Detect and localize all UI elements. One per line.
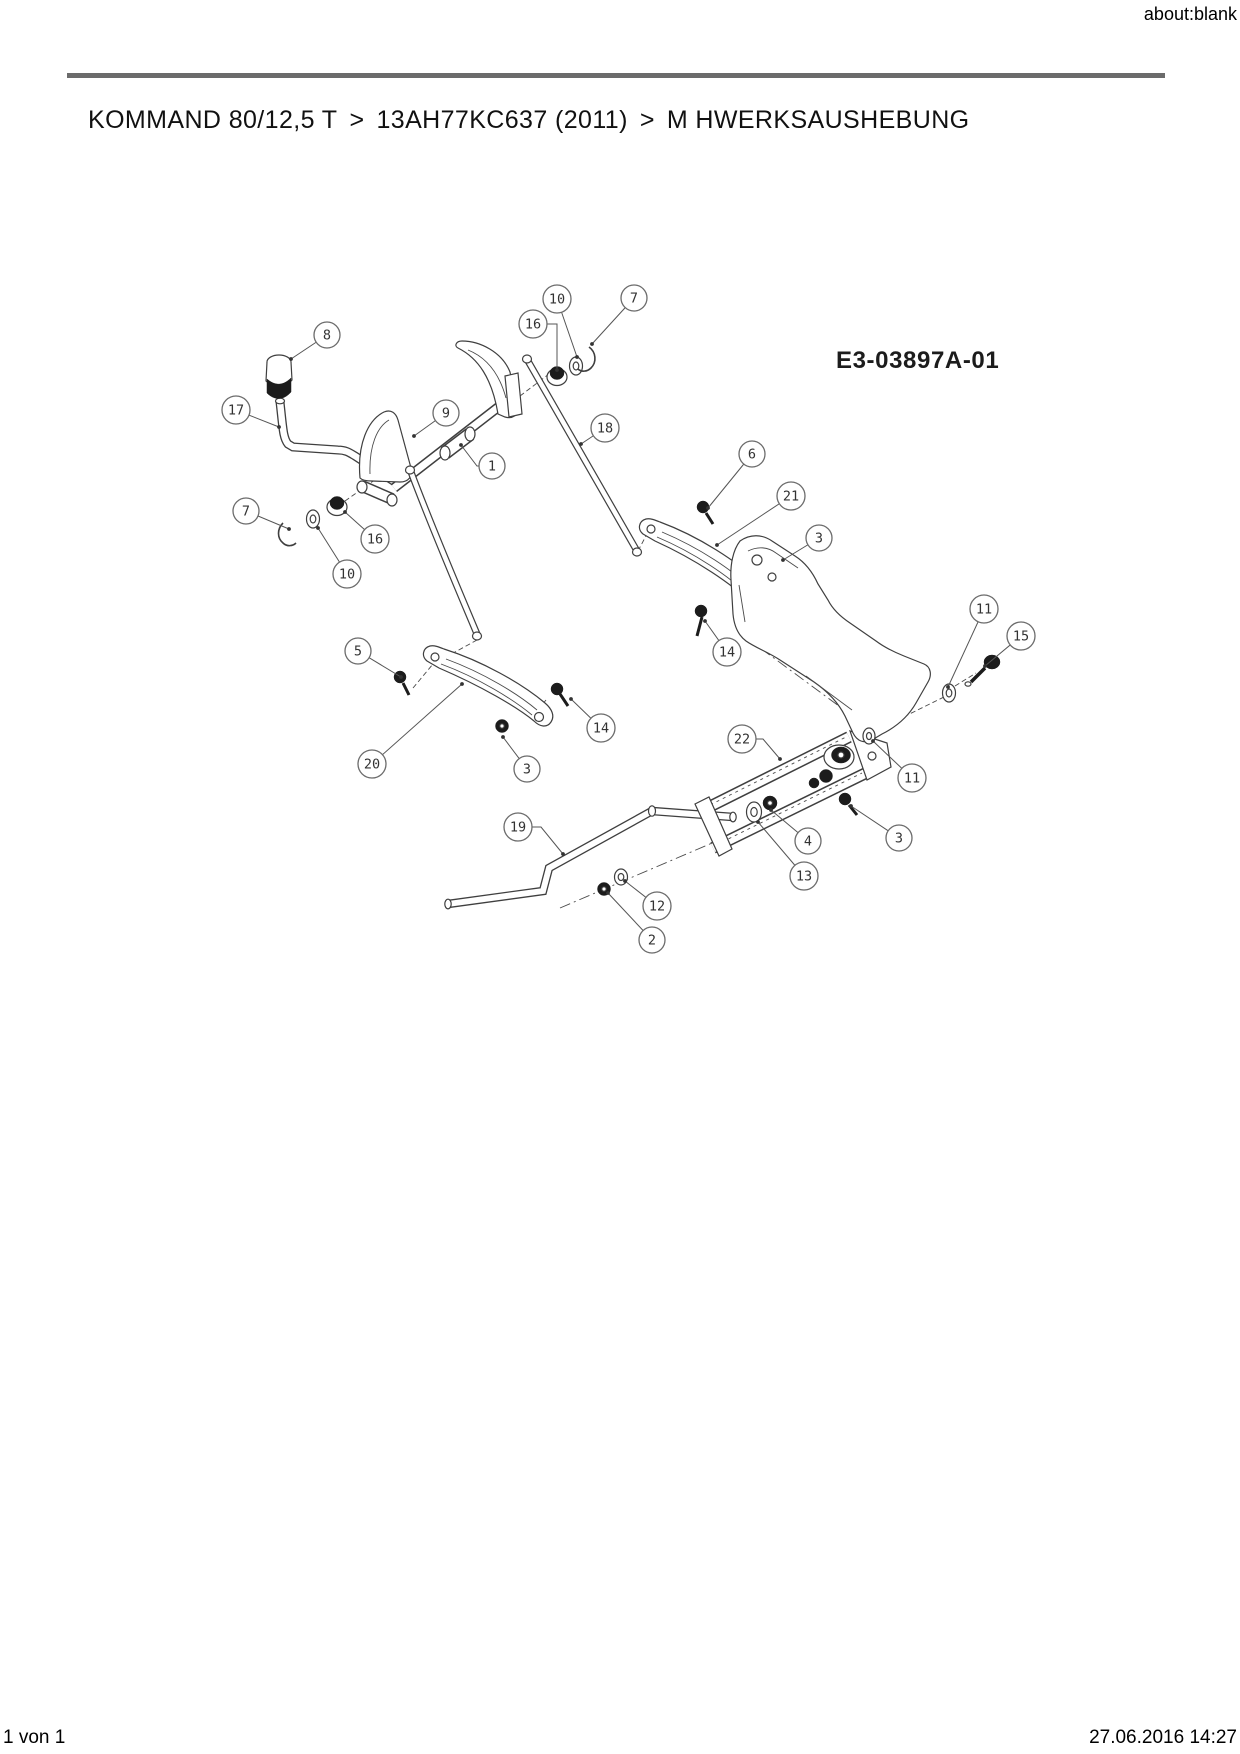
leader-arrow xyxy=(769,808,773,812)
callout-15 xyxy=(983,622,1035,668)
breadcrumb-article: 13AH77KC637 (2011) xyxy=(376,106,628,134)
callout-number: 19 xyxy=(509,819,527,836)
callout-17 xyxy=(222,396,281,429)
leader-arrow xyxy=(778,757,782,761)
callout-number: 1 xyxy=(487,458,497,475)
callout-layer xyxy=(222,285,1035,953)
callout-19 xyxy=(504,813,565,856)
callout-number: 7 xyxy=(241,503,251,520)
callout-number: 13 xyxy=(795,868,813,885)
breadcrumb-separator: > xyxy=(639,106,655,134)
leader-arrow xyxy=(277,425,281,429)
leader-arrow xyxy=(606,891,610,895)
leader-arrow xyxy=(459,443,463,447)
callout-number: 11 xyxy=(975,601,993,618)
callout-14 xyxy=(569,697,615,742)
callout-number: 16 xyxy=(524,316,542,333)
callout-number: 7 xyxy=(629,290,639,307)
leader-arrow xyxy=(946,685,950,689)
callout-6 xyxy=(706,441,765,510)
callout-number: 11 xyxy=(903,770,921,787)
leader-arrow xyxy=(575,355,579,359)
breadcrumb-assembly: M HWERKSAUSHEBUNG xyxy=(666,106,970,134)
callout-number: 20 xyxy=(363,756,381,773)
leader-arrow xyxy=(871,739,875,743)
callout-8 xyxy=(289,322,340,361)
callout-3 xyxy=(849,804,912,851)
callout-number: 10 xyxy=(548,291,566,308)
leader-arrow xyxy=(623,879,627,883)
callout-7 xyxy=(233,498,291,531)
callout-1 xyxy=(459,443,505,479)
print-timestamp: 27.06.2016 14:27 xyxy=(1089,1727,1237,1748)
leader-arrow xyxy=(399,675,403,679)
callout-11 xyxy=(946,595,998,689)
callout-number: 14 xyxy=(592,720,610,737)
leader-arrow xyxy=(579,442,583,446)
callout-9 xyxy=(412,400,459,438)
page-url-label: about:blank xyxy=(1143,4,1237,24)
leader-arrow xyxy=(316,526,320,530)
callout-number: 16 xyxy=(366,531,384,548)
leader-arrow xyxy=(983,664,987,668)
leader-arrow xyxy=(715,543,719,547)
leader-arrow xyxy=(555,368,559,372)
leader-arrow xyxy=(703,619,707,623)
callout-number: 15 xyxy=(1012,628,1030,645)
callout-number: 17 xyxy=(227,402,245,419)
leader-arrow xyxy=(706,506,710,510)
leader-arrow xyxy=(569,697,573,701)
callout-number: 3 xyxy=(814,530,824,547)
callout-number: 3 xyxy=(522,761,532,778)
callout-number: 10 xyxy=(338,566,356,583)
callout-12 xyxy=(623,879,671,920)
callout-20 xyxy=(358,682,464,778)
breadcrumb-model: KOMMAND 80/12,5 T xyxy=(88,106,338,134)
callout-number: 14 xyxy=(718,644,736,661)
callout-10 xyxy=(543,285,579,359)
exploded-view-drawing xyxy=(266,341,1000,909)
callout-18 xyxy=(579,414,619,446)
leader-arrow xyxy=(460,682,464,686)
leader-arrow xyxy=(849,804,853,808)
leader-arrow xyxy=(289,357,293,361)
leader-arrow xyxy=(501,735,505,739)
callout-number: 8 xyxy=(322,327,332,344)
callout-number: 9 xyxy=(441,405,451,422)
leader-arrow xyxy=(756,820,760,824)
page-count: 1 von 1 xyxy=(3,1727,66,1748)
callout-number: 22 xyxy=(733,731,751,748)
leader-arrow xyxy=(343,510,347,514)
callout-number: 21 xyxy=(782,488,800,505)
callout-16 xyxy=(343,510,389,553)
leader-arrow xyxy=(412,434,416,438)
callout-number: 5 xyxy=(353,643,363,660)
callout-10 xyxy=(316,526,361,588)
leader-arrow xyxy=(781,558,785,562)
callout-3 xyxy=(501,735,540,782)
leader-arrow xyxy=(590,342,594,346)
callout-22 xyxy=(728,725,782,761)
drawing-number: E3-03897A-01 xyxy=(836,347,1000,374)
callout-5 xyxy=(345,638,403,679)
callout-4 xyxy=(769,808,821,854)
callout-number: 18 xyxy=(596,420,614,437)
callout-7 xyxy=(590,285,647,346)
callout-number: 12 xyxy=(648,898,666,915)
callout-3 xyxy=(781,525,832,562)
callout-number: 3 xyxy=(894,830,904,847)
leader-arrow xyxy=(287,527,291,531)
callout-number: 2 xyxy=(647,932,657,949)
leader-arrow xyxy=(561,852,565,856)
callout-number: 4 xyxy=(803,833,813,850)
breadcrumb-separator: > xyxy=(349,106,365,134)
callout-number: 6 xyxy=(747,446,757,463)
